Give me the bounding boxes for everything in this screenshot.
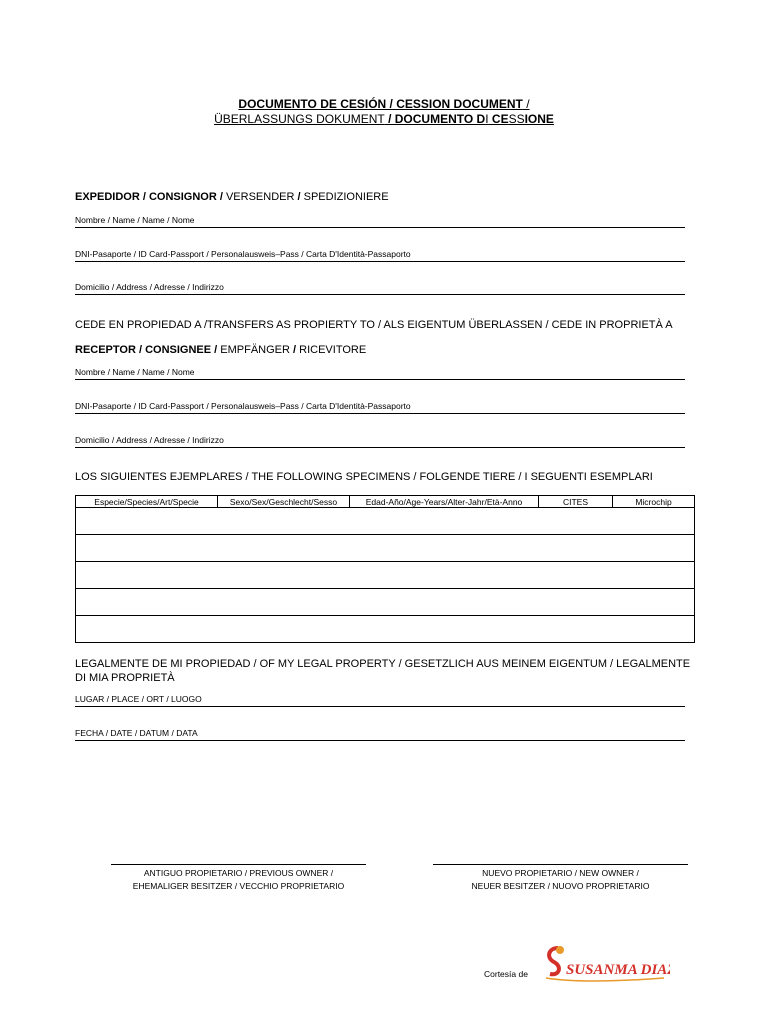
- header-microchip: Microchip: [613, 496, 695, 508]
- consignee-heading-italian: RICEVITORE: [299, 344, 367, 356]
- title-line-1-main: DOCUMENTO DE CESIÓN / CESSION DOCUMENT: [238, 97, 523, 111]
- legal-property-sentence: LEGALMENTE DE MI PROPIEDAD / OF MY LEGAL PROPERTY / GESETZLICH AUS MEINEM EIGENTUM / LEGALMENTE DI MIA PROPRIETÀ: [75, 658, 691, 684]
- consignee-name-label: Nombre / Name / Name / Nome: [75, 367, 195, 377]
- consignee-heading-bold: RECEPTOR / CONSIGNEE /: [75, 344, 221, 356]
- consignee-address-label: Domicilio / Address / Adresse / Indirizzo: [75, 435, 224, 445]
- title-line-2-italian-a: / DOCUMENTO D: [384, 112, 486, 126]
- consignor-name-field[interactable]: [75, 214, 685, 228]
- consignee-heading: [75, 343, 366, 357]
- consignee-heading-german: EMPFÄNGER: [220, 344, 294, 356]
- title-line-2-italian-c: CE: [488, 112, 509, 126]
- document-title: [0, 97, 768, 127]
- consignor-heading: [75, 190, 389, 204]
- consignee-id-label: DNI-Pasaporte / ID Card-Passport / Personalausweis–Pass / Carta D'Identità-Passaporto: [75, 401, 411, 411]
- consignor-heading-bold: EXPEDIDOR / CONSIGNOR /: [75, 191, 226, 203]
- table-row: [76, 508, 695, 535]
- new-owner-signature: [433, 864, 688, 893]
- previous-owner-label-2: EHEMALIGER BESITZER / VECCHIO PROPRIETARIO: [132, 881, 345, 891]
- consignor-heading-german: VERSENDER: [225, 191, 298, 203]
- date-field[interactable]: [75, 727, 685, 741]
- title-line-1-slash: /: [522, 97, 530, 111]
- table-row-cell[interactable]: [76, 562, 695, 589]
- place-field[interactable]: [75, 693, 685, 707]
- table-row: [76, 535, 695, 562]
- date-label: FECHA / DATE / DATUM / DATA: [75, 728, 198, 738]
- consignee-address-field[interactable]: [75, 434, 685, 448]
- consignor-address-field[interactable]: [75, 281, 685, 295]
- consignee-id-field[interactable]: [75, 400, 685, 414]
- title-line-2-italian-b: I: [485, 112, 489, 126]
- specimens-sentence: LOS SIGUIENTES EJEMPLARES / THE FOLLOWING SPECIMENS / FOLGENDE TIERE / I SEGUENTI ESEMPLARI: [75, 471, 653, 483]
- title-line-2-italian-d: SS: [508, 112, 525, 126]
- logo-text: SUSANMA DIAZ: [566, 962, 670, 978]
- consignor-name-label: Nombre / Name / Name / Nome: [75, 215, 195, 225]
- specimens-table: [75, 495, 695, 643]
- consignor-address-label: Domicilio / Address / Adresse / Indirizzo: [75, 282, 224, 292]
- new-owner-label-1: NUEVO PROPIETARIO / NEW OWNER /: [482, 868, 639, 878]
- table-row: [76, 589, 695, 616]
- previous-owner-label-1: ANTIGUO PROPIETARIO / PREVIOUS OWNER /: [143, 868, 334, 878]
- courtesy-label: Cortesía de: [484, 969, 528, 979]
- title-line-2: [0, 112, 768, 127]
- table-row-cell[interactable]: [76, 508, 695, 535]
- place-label: LUGAR / PLACE / ORT / LUOGO: [75, 694, 202, 704]
- header-species: Especie/Species/Art/Specie: [76, 496, 218, 508]
- title-line-2-italian-e: IONE: [524, 112, 554, 126]
- new-owner-label-2: NEUER BESITZER / NUOVO PROPRIETARIO: [471, 881, 650, 891]
- logo-dot: [556, 946, 564, 954]
- transfer-sentence: CEDE EN PROPIEDAD A /TRANSFERS AS PROPIERTY TO / ALS EIGENTUM ÜBERLASSEN / CEDE IN PROPRIETÀ A: [75, 319, 673, 331]
- previous-owner-signature-line[interactable]: [111, 864, 366, 865]
- consignor-heading-slash: /: [297, 191, 304, 203]
- header-cites: CITES: [539, 496, 613, 508]
- table-header-row: [76, 496, 695, 508]
- header-sex: Sexo/Sex/Geschlecht/Sesso: [218, 496, 350, 508]
- brand-logo: [544, 944, 670, 989]
- consignee-heading-slash: /: [293, 344, 300, 356]
- consignor-id-label: DNI-Pasaporte / ID Card-Passport / Personalausweis–Pass / Carta D'Identità-Passaporto: [75, 249, 411, 259]
- table-row-cell[interactable]: [76, 589, 695, 616]
- logo-underline: [546, 978, 664, 981]
- title-line-2-german: ÜBERLASSUNGS DOKUMENT: [214, 112, 385, 126]
- previous-owner-signature: [111, 864, 366, 893]
- consignee-name-field[interactable]: [75, 366, 685, 380]
- table-row-cell[interactable]: [76, 535, 695, 562]
- brand-logo-icon: [544, 944, 670, 984]
- title-line-1: [0, 97, 768, 112]
- header-age: Edad-Año/Age-Years/Alter-Jahr/Età-Anno: [350, 496, 539, 508]
- new-owner-signature-line[interactable]: [433, 864, 688, 865]
- table-row: [76, 562, 695, 589]
- table-row: [76, 616, 695, 643]
- consignor-id-field[interactable]: [75, 248, 685, 262]
- table-row-cell[interactable]: [76, 616, 695, 643]
- consignor-heading-italian: SPEDIZIONIERE: [303, 191, 389, 203]
